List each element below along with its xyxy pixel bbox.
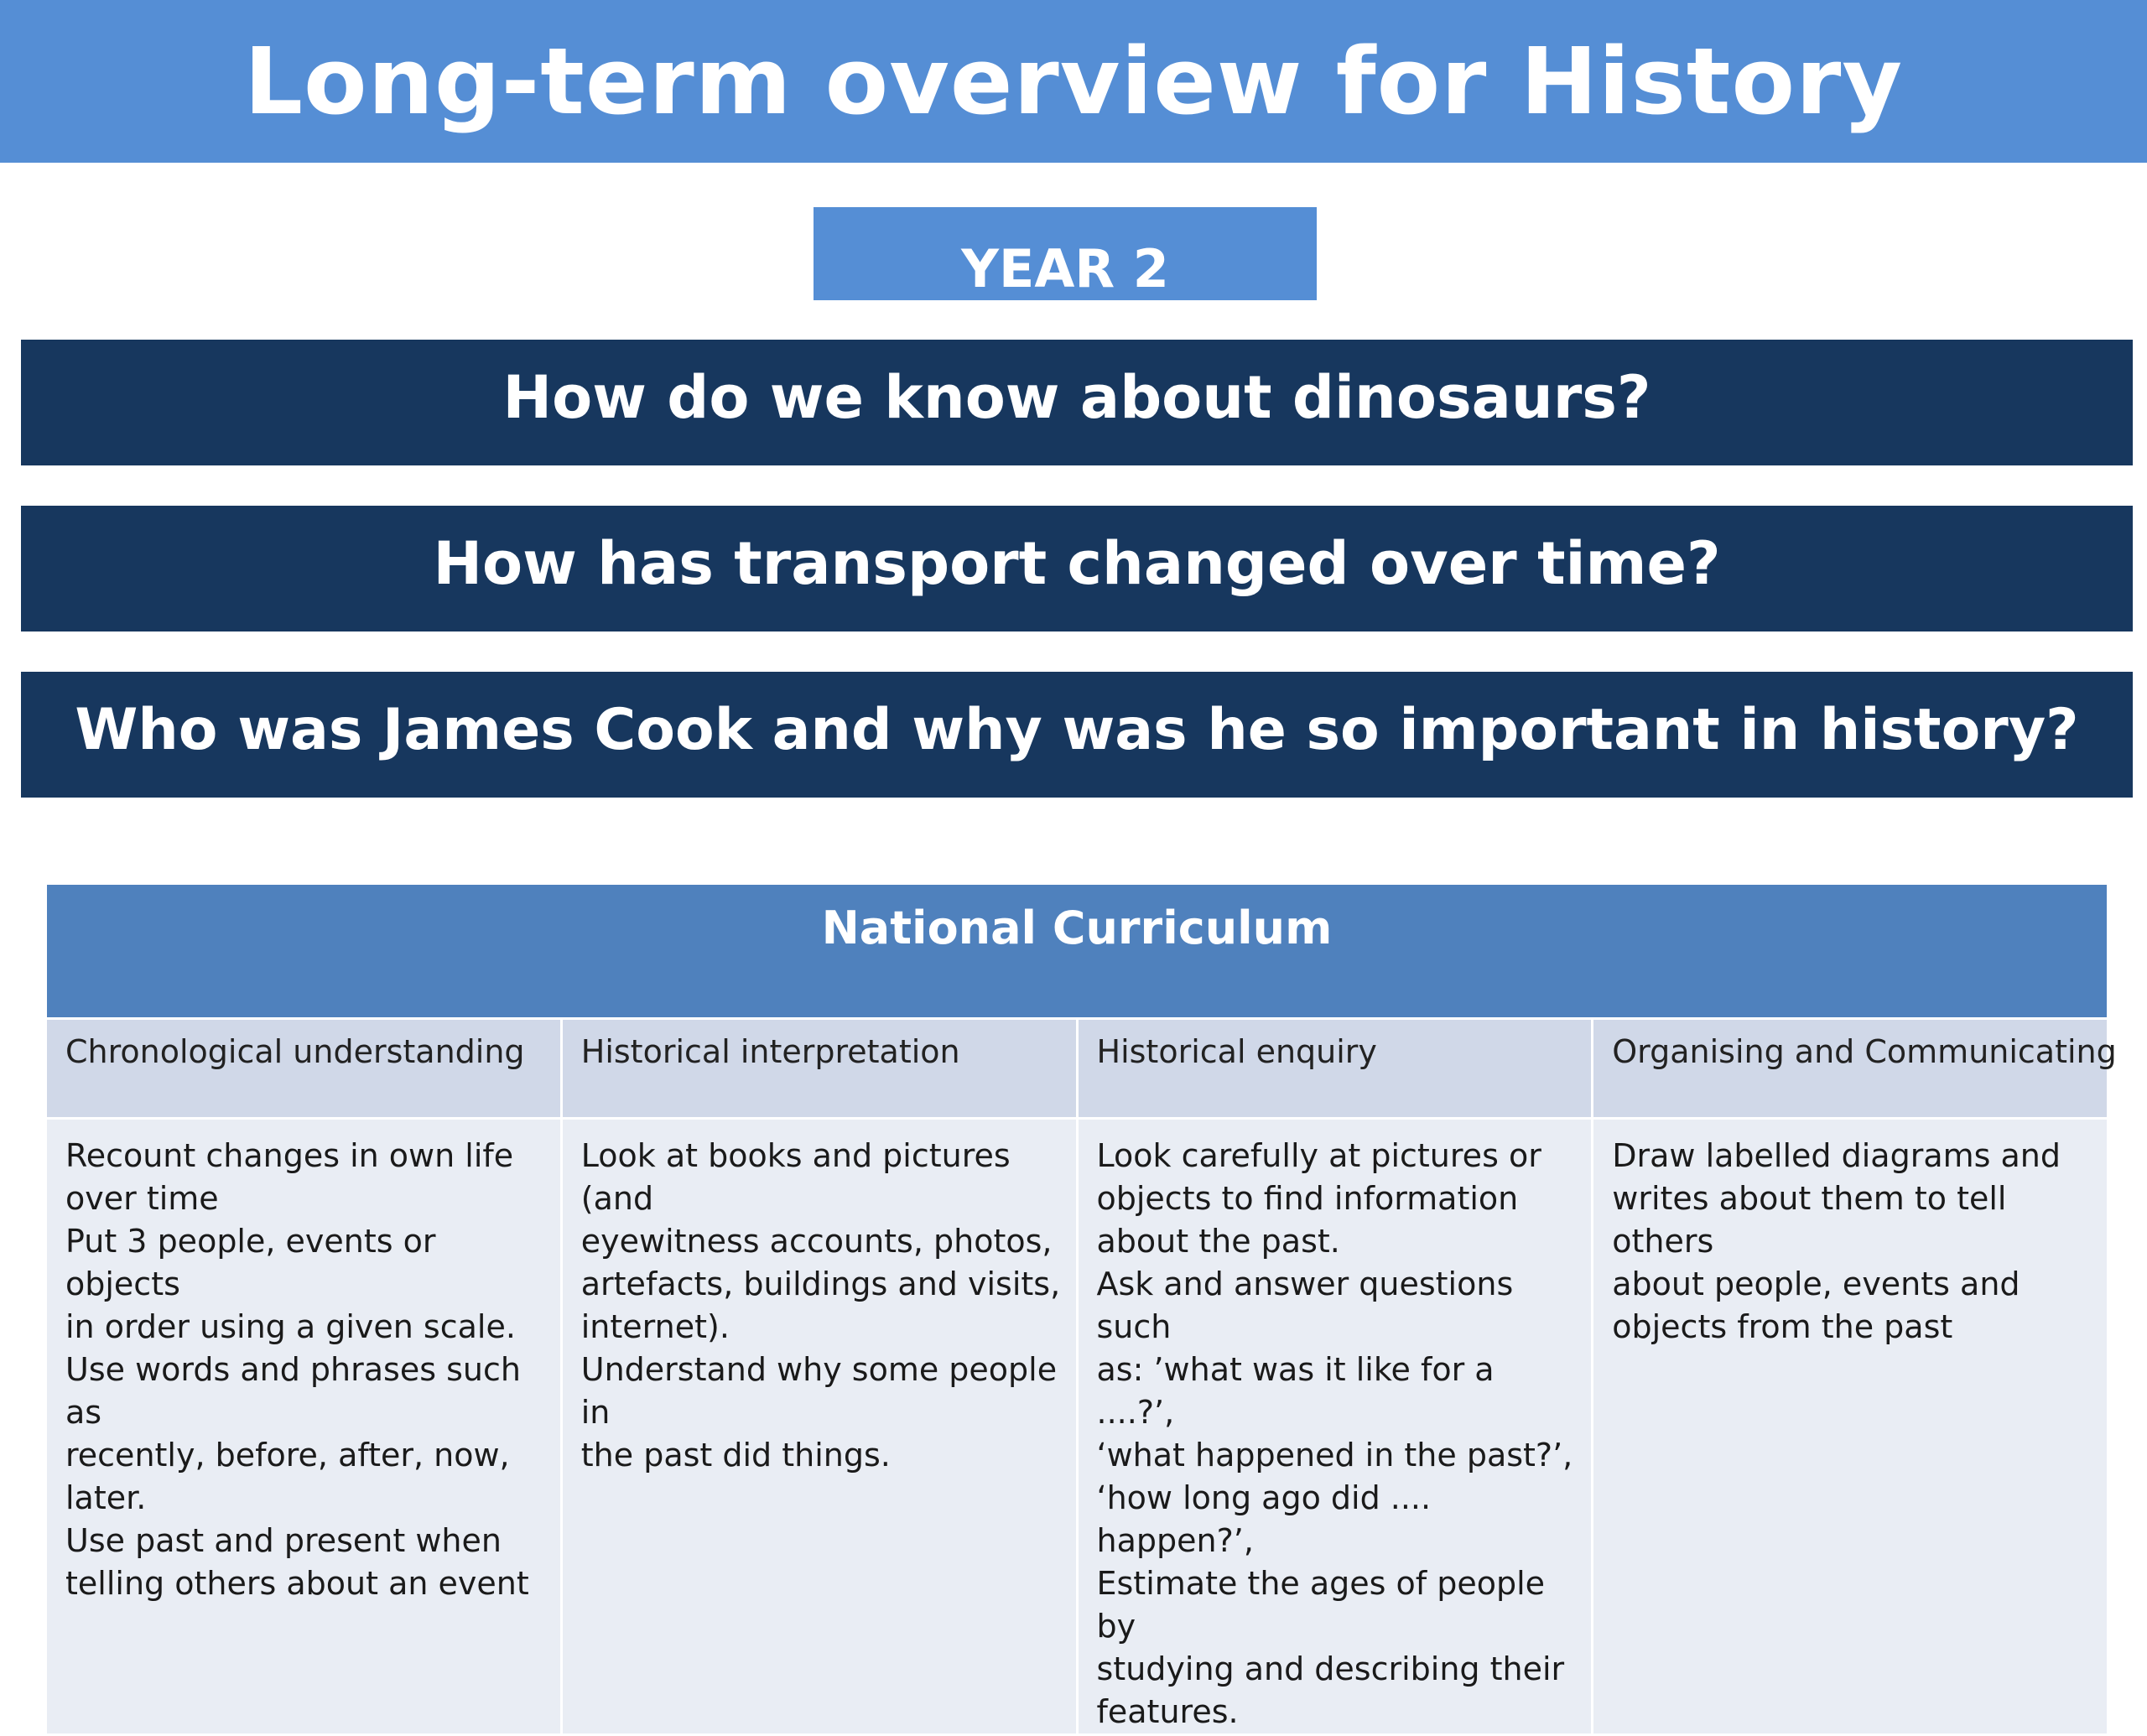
page-title: Long-term overview for History <box>243 28 1904 135</box>
body-line: ‘how long ago did .... happen?’, <box>1096 1479 1432 1559</box>
column-body-interpretation <box>561 1119 1077 1735</box>
body-line: about the past. <box>1096 1223 1340 1260</box>
body-line: over time <box>65 1180 219 1217</box>
topic-title: How do we know about dinosaurs? <box>502 363 1651 432</box>
body-line: features. <box>1096 1693 1239 1730</box>
body-line: Understand why some people in <box>580 1351 1058 1431</box>
column-body-row <box>46 1119 2108 1735</box>
body-line: as: ’what was it like for a ....?’, <box>1096 1351 1495 1431</box>
body-line: Use words and phrases such as <box>65 1351 521 1431</box>
body-line: Look at books and pictures (and <box>580 1137 1011 1217</box>
column-header-communicating: Organising and Communicating <box>1593 1019 2108 1119</box>
body-line: artefacts, buildings and visits, <box>580 1266 1061 1302</box>
body-line: Use past and present when <box>65 1522 502 1559</box>
column-header-interpretation: Historical interpretation <box>561 1019 1077 1119</box>
column-body-enquiry <box>1077 1119 1593 1735</box>
body-line: Look carefully at pictures or <box>1096 1137 1541 1174</box>
body-line: ‘what happened in the past?’, <box>1096 1437 1573 1474</box>
column-body-chronological <box>46 1119 562 1735</box>
year-badge <box>814 207 1317 300</box>
topic-banner-james-cook <box>21 672 2133 798</box>
body-line: Ask and answer questions such <box>1096 1266 1514 1345</box>
topic-title: Who was James Cook and why was he so important in history? <box>75 696 2079 763</box>
body-line: internet). <box>580 1308 730 1345</box>
column-header-chronological: Chronological understanding <box>46 1019 562 1119</box>
body-line: the past did things. <box>580 1437 891 1474</box>
body-line: Put 3 people, events or objects <box>65 1223 436 1302</box>
body-line: Draw labelled diagrams and <box>1612 1137 2061 1174</box>
table-heading: National Curriculum <box>46 885 2108 1019</box>
body-line: studying and describing their <box>1096 1650 1565 1687</box>
year-label: YEAR 2 <box>961 238 1169 299</box>
topic-title: How has transport changed over time? <box>433 529 1721 598</box>
body-line: writes about them to tell others <box>1612 1180 2007 1260</box>
body-line: about people, events and <box>1612 1266 2020 1302</box>
topic-banner-dinosaurs <box>21 340 2133 465</box>
body-line: in order using a given scale. <box>65 1308 516 1345</box>
body-line: recently, before, after, now, <box>65 1437 510 1474</box>
body-line: later. <box>65 1479 147 1516</box>
body-line: objects to find information <box>1096 1180 1519 1217</box>
body-line: objects from the past <box>1612 1308 1953 1345</box>
body-line: Estimate the ages of people by <box>1096 1565 1546 1645</box>
topic-banner-transport <box>21 506 2133 632</box>
national-curriculum-table <box>44 885 2117 1736</box>
body-line: telling others about an event <box>65 1565 529 1602</box>
column-body-communicating <box>1593 1119 2108 1735</box>
column-header-row <box>46 1019 2108 1119</box>
body-line: eyewitness accounts, photos, <box>580 1223 1053 1260</box>
table-title-row <box>46 885 2108 1019</box>
column-header-enquiry: Historical enquiry <box>1077 1019 1593 1119</box>
body-line: Recount changes in own life <box>65 1137 514 1174</box>
title-banner <box>0 0 2147 163</box>
